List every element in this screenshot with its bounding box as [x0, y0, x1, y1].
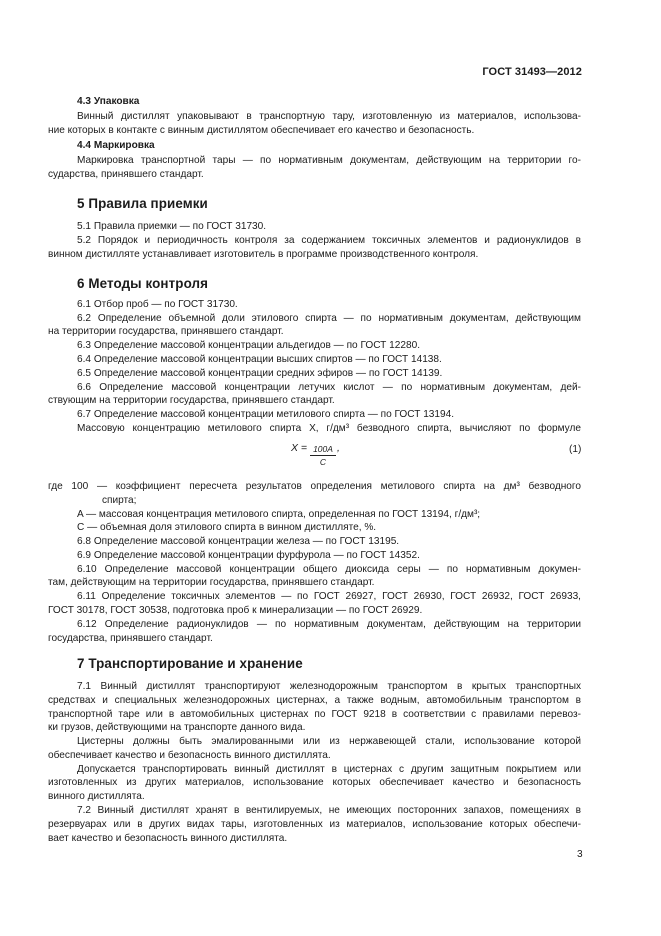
section-7-line-4: ки грузов, действующими на транспорте данного вида.: [48, 722, 306, 733]
section-4-3-line-2: ние которых в контакте с винным дистиллятом обеспечивает его качество и безопасность.: [48, 125, 475, 136]
section-5-line-3: винном дистилляте устанавливает изготовитель в программе производственного контроля.: [48, 249, 479, 260]
where-100-line-2: спирта;: [102, 495, 137, 506]
section-6-12-line-1: 6.12 Определение радионуклидов — по нормативным документам, действующим на территории: [77, 619, 581, 630]
section-7-line-11: резервуарах или в других видах тары, изготовленных из материалов, использование которых обеспечи-: [48, 819, 581, 830]
section-6-8: 6.8 Определение массовой концентрации железа — по ГОСТ 13195.: [77, 536, 400, 547]
section-6-line-10: Массовую концентрацию метилового спирта X, г/дм³ безводного спирта, вычисляют по формуле: [77, 423, 581, 434]
section-6-10-line-1: 6.10 Определение массовой концентрации общего диоксида серы — по нормативным докумен-: [77, 564, 581, 575]
section-7-line-1: 7.1 Винный дистиллят транспортируют железнодорожным транспортом в крытых транспортных: [77, 681, 581, 692]
section-6-line-5: 6.4 Определение массовой концентрации высших спиртов — по ГОСТ 14138.: [77, 354, 442, 365]
formula-denominator: C: [319, 457, 327, 467]
section-6-11-line-1: 6.11 Определение токсичных элементов — по ГОСТ 26927, ГОСТ 26930, ГОСТ 26932, ГОСТ 26933,: [77, 591, 581, 602]
section-6-line-2: 6.2 Определение объемной доли этилового спирта — по нормативным документам, действующим: [77, 313, 581, 324]
where-c: C — объемная доля этилового спирта в винном дистилляте, %.: [77, 522, 377, 533]
section-6-11-line-2: ГОСТ 30178, ГОСТ 30538, подготовка проб к минерализации — по ГОСТ 26929.: [48, 605, 423, 616]
section-4-4-line-2: сударства, принявшего стандарт.: [48, 169, 204, 180]
where-100-line-1: где 100 — коэффициент пересчета результатов определения метилового спирта на дм³ безводного: [48, 481, 581, 492]
formula-numerator: 100A: [310, 444, 336, 456]
formula-fraction: [310, 444, 336, 467]
formula-lhs: X =: [291, 442, 308, 454]
section-4-3-title: 4.3 Упаковка: [77, 96, 140, 107]
where-a: A — массовая концентрация метилового спирта, определенная по ГОСТ 13194, г/дм³;: [77, 509, 481, 520]
formula-tail: ,: [337, 442, 340, 454]
section-7-line-7: Допускается транспортировать винный дистиллят в цистернах с другим защитным покрытием или: [77, 764, 581, 775]
section-7-line-10: 7.2 Винный дистиллят хранят в вентилируемых, не имеющих посторонних запахов, помещениях в: [77, 805, 581, 816]
section-7-line-9: винного дистиллята.: [48, 791, 145, 802]
section-7-line-12: вает качество и безопасность винного дистиллята.: [48, 833, 288, 844]
section-6-line-7: 6.6 Определение массовой концентрации летучих кислот — по нормативным документам, дей-: [77, 382, 581, 393]
section-6-line-6: 6.5 Определение массовой концентрации средних эфиров — по ГОСТ 14139.: [77, 368, 443, 379]
section-7-line-3: транспортной таре или в автомобильных цистернах по ГОСТ 9218 в соответствии с правилами перевоз-: [48, 709, 581, 720]
section-6-line-9: 6.7 Определение массовой концентрации метилового спирта — по ГОСТ 13194.: [77, 409, 455, 420]
section-6-10-line-2: там, действующим на территории государства, принявшего стандарт.: [48, 577, 375, 588]
section-5-line-1: 5.1 Правила приемки — по ГОСТ 31730.: [77, 221, 267, 232]
section-5-title: 5 Правила приемки: [77, 196, 208, 211]
section-6-title: 6 Методы контроля: [77, 276, 209, 291]
section-7-title: 7 Транспортирование и хранение: [77, 656, 303, 671]
section-6-12-line-2: государства, принявшего стандарт.: [48, 633, 213, 644]
section-4-3-line-1: Винный дистиллят упаковывают в транспортную тару, изготовленную из материалов, использова-: [77, 111, 581, 122]
section-6-line-4: 6.3 Определение массовой концентрации альдегидов — по ГОСТ 12280.: [77, 340, 421, 351]
section-6-line-3: на территории государства, принявшего стандарт.: [48, 326, 284, 337]
section-7-line-5: Цистерны должны быть эмалированными или из нержавеющей стали, использование которой: [77, 736, 581, 747]
section-5-line-2: 5.2 Порядок и периодичность контроля за содержанием токсичных элементов и радионуклидов в: [77, 235, 581, 246]
page-number: 3: [577, 849, 583, 860]
section-4-4-title: 4.4 Маркировка: [77, 140, 155, 151]
formula-number: (1): [569, 444, 582, 455]
document-code-header: ГОСТ 31493—2012: [482, 66, 582, 78]
section-7-line-6: обеспечивает качество и безопасность винного дистиллята.: [48, 750, 331, 761]
section-7-line-8: изготовленных из других материалов, использование которых обеспечивает качество и безопасность: [48, 777, 581, 788]
section-6-9: 6.9 Определение массовой концентрации фурфурола — по ГОСТ 14352.: [77, 550, 420, 561]
section-4-4-line-1: Маркировка транспортной тары — по нормативным документам, действующим на территории го-: [77, 155, 581, 166]
section-6-line-1: 6.1 Отбор проб — по ГОСТ 31730.: [77, 299, 238, 310]
section-7-line-2: средствах и специальных железнодорожных цистернах, а также водным, автомобильным транспортом в: [48, 695, 581, 706]
section-6-line-8: ствующим на территории государства, принявшего стандарт.: [48, 395, 335, 406]
